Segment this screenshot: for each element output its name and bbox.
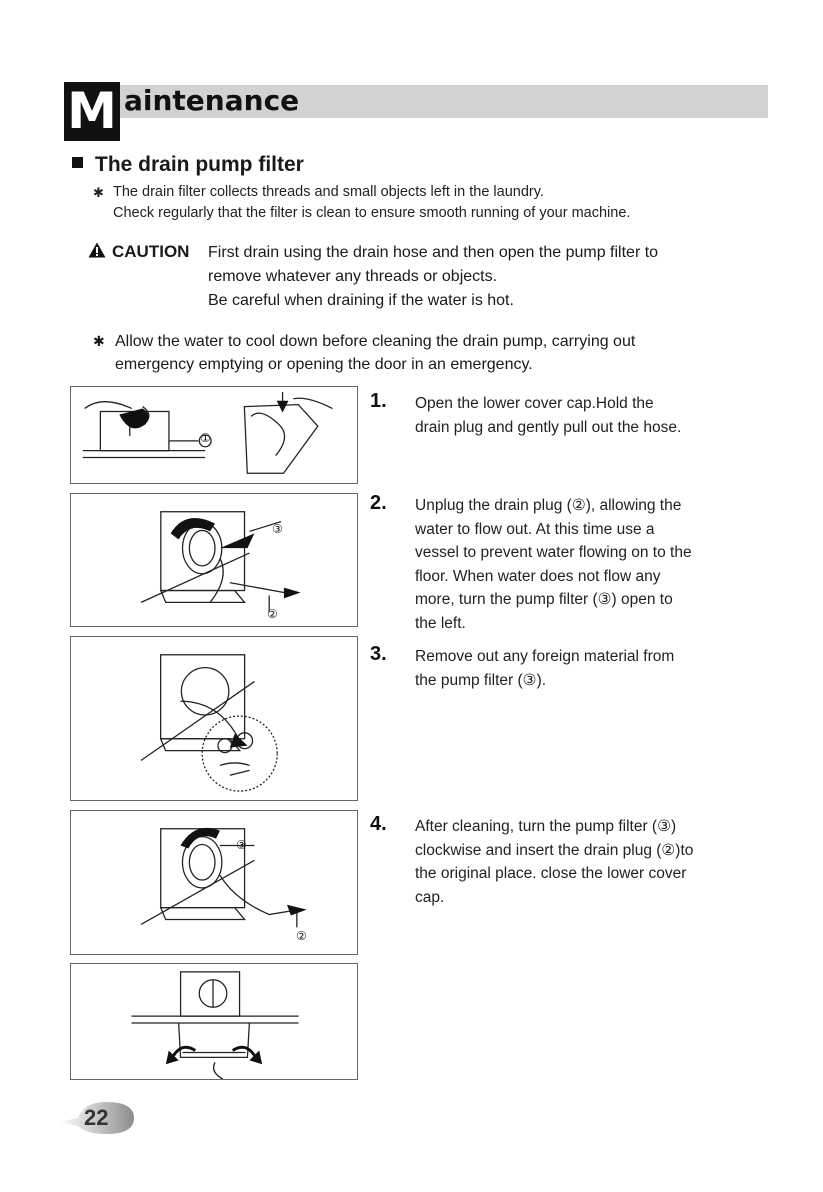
- section-note: [93, 182, 631, 224]
- step-line: water to flow out. At this time use a: [415, 520, 655, 538]
- step-4: [370, 815, 750, 909]
- section-title: [72, 152, 304, 178]
- step-1: [370, 392, 750, 439]
- close-cover-illustration: [71, 964, 357, 1079]
- caution-line: First drain using the drain hose and then open the pump filter to: [208, 244, 659, 261]
- step-number: 2.: [370, 492, 387, 514]
- step-number: 1.: [370, 390, 387, 412]
- figure-reinsert-filter: [70, 810, 358, 955]
- note-line: Allow the water to cool down before cleaning the drain pump, carrying out: [115, 333, 636, 350]
- caution-line: remove whatever any threads or objects.: [208, 268, 498, 285]
- section-title-text: The drain pump filter: [95, 153, 304, 176]
- note-line: Check regularly that the filter is clean to ensure smooth running of your machine.: [113, 205, 631, 221]
- caution-text: [208, 241, 748, 313]
- bullet-square-icon: [72, 157, 83, 168]
- step-line: Open the lower cover cap.Hold the: [415, 395, 654, 412]
- step-number: 3.: [370, 643, 387, 665]
- label-two: ②: [296, 929, 307, 943]
- asterisk-icon: ✱: [93, 185, 104, 200]
- reinsert-filter-illustration: [71, 811, 357, 954]
- step-line: more, turn the pump filter (③) open to: [415, 591, 673, 608]
- label-three: ③: [272, 522, 283, 536]
- asterisk-icon: ✱: [93, 333, 105, 349]
- label-two: ②: [267, 607, 278, 621]
- caution-line: Be careful when draining if the water is hot.: [208, 292, 514, 309]
- page-number: 22: [84, 1105, 109, 1130]
- caution-label: [88, 240, 189, 264]
- step-line: After cleaning, turn the pump filter (③): [415, 818, 677, 835]
- step-line: vessel to prevent water flowing on to the: [415, 544, 692, 561]
- remove-material-illustration: [71, 637, 357, 800]
- figure-open-cover: [70, 386, 358, 484]
- step-line: the left.: [415, 614, 466, 632]
- cooling-note: [93, 330, 755, 376]
- step-line: drain plug and gently pull out the hose.: [415, 418, 682, 436]
- warning-triangle-icon: [88, 242, 106, 258]
- figure-remove-material: [70, 636, 358, 801]
- step-3: [370, 645, 750, 692]
- step-2: [370, 494, 750, 635]
- page-title: aintenance: [124, 84, 300, 117]
- label-one: ①: [200, 431, 211, 445]
- label-three: ③: [236, 838, 247, 852]
- caution-label-text: CAUTION: [112, 242, 190, 261]
- step-line: the original place. close the lower cover: [415, 865, 687, 882]
- step-line: clockwise and insert the drain plug (②)to: [415, 841, 694, 859]
- step-line: cap.: [415, 888, 445, 906]
- step-line: Remove out any foreign material from: [415, 648, 675, 665]
- figure-close-cover: [70, 963, 358, 1080]
- header-initial-letter: M: [64, 82, 120, 141]
- figure-unplug-drain: [70, 493, 358, 627]
- step-number: 4.: [370, 813, 387, 835]
- step-line: the pump filter (③).: [415, 671, 547, 689]
- note-line: emergency emptying or opening the door in an emergency.: [115, 356, 533, 373]
- note-line: The drain filter collects threads and small objects left in the laundry.: [113, 184, 544, 200]
- step-line: Unplug the drain plug (②), allowing the: [415, 497, 682, 514]
- unplug-drain-illustration: [71, 494, 357, 626]
- step-line: floor. When water does not flow any: [415, 567, 661, 585]
- open-cover-illustration: [71, 387, 357, 483]
